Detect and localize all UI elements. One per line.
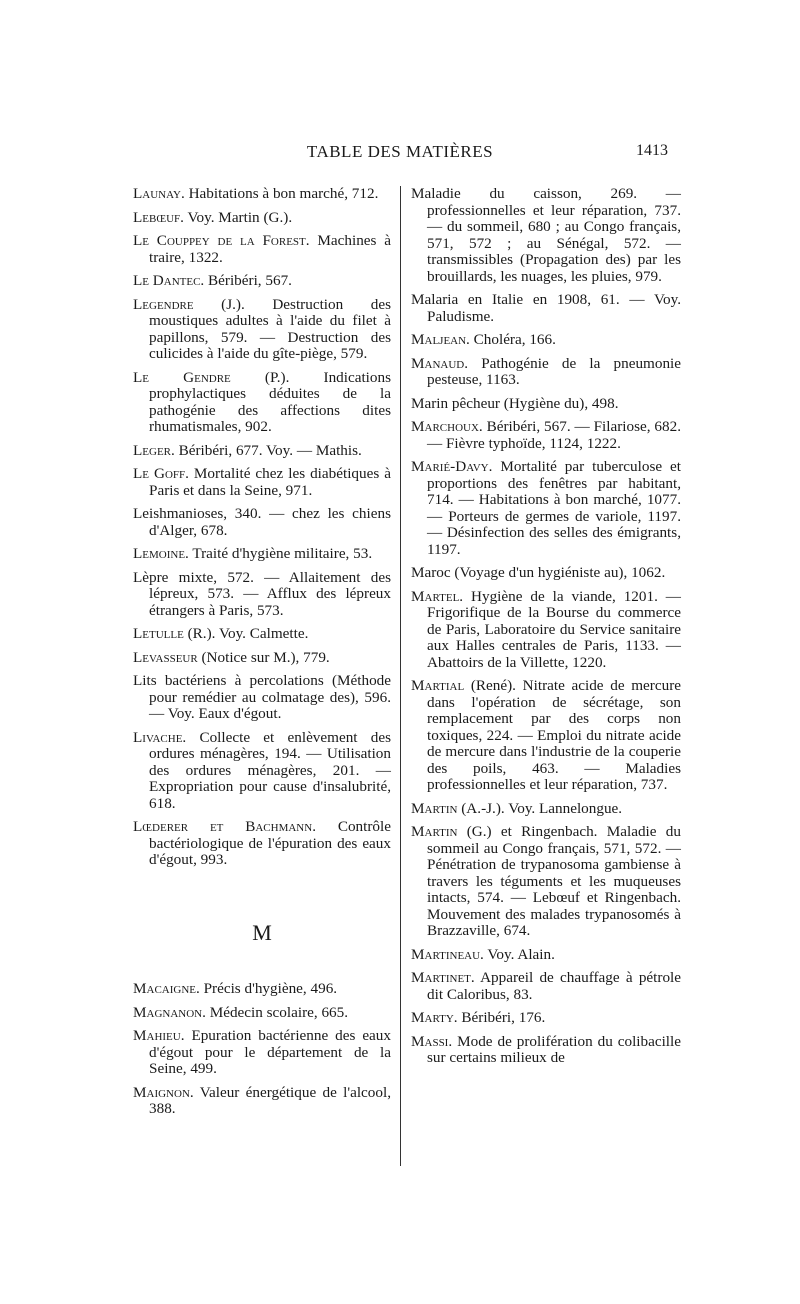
entry-text: Machines à traire, 1322. [149, 232, 391, 266]
entry-author: Manaud. [411, 354, 469, 372]
index-entry [133, 443, 391, 460]
index-entry [133, 570, 391, 620]
index-entry [411, 396, 681, 413]
entry-author: Mahieu. [133, 1027, 185, 1044]
entry-author: Macaigne. [133, 980, 200, 997]
index-entry [133, 1085, 391, 1118]
entry-author: Levasseur [133, 648, 198, 666]
entry-text: Contrôle bactériologique de l'épuration des eaux d'égout, 993. [149, 818, 391, 868]
index-entry [411, 1034, 681, 1067]
entry-author: Lœderer et Bachmann. [133, 818, 316, 835]
entry-author: Martel. [411, 587, 464, 605]
index-entry [133, 273, 391, 290]
entry-text: Mortalité chez les diabétiques à Paris et dans la Seine, 971. [149, 465, 391, 499]
entry-author: Maignon. [133, 1083, 194, 1101]
entry-text: Béribéri, 567. — Filariose, 682. — Fièvre typhoïde, 1124, 1222. [427, 418, 681, 452]
entry-text: Lèpre mixte, 572. — Allaitement des lépreux, 573. — Afflux des lépreux étrangers à Paris, 573. [133, 568, 391, 619]
entry-text: Destruction des moustiques adultes à l'aide du filet à papillons, 579. — Destruction des culicides à l'aide du gîte-piège, 579. [149, 295, 391, 362]
entry-text: Appareil de chauffage à pétrole dit Caloribus, 83. [427, 969, 681, 1003]
entry-author: Letulle (R.). [133, 625, 216, 642]
index-entry [411, 1010, 681, 1027]
entry-author: Martin [411, 799, 458, 817]
entry-text: Valeur énergétique de l'alcool, 388. [149, 1083, 391, 1117]
index-entry [411, 419, 681, 452]
entry-author: Martineau. [411, 945, 484, 963]
right-column [411, 186, 681, 1074]
index-entry [411, 332, 681, 349]
index-entry [411, 947, 681, 964]
entry-author: Marchoux. [411, 418, 483, 435]
index-entry [411, 589, 681, 672]
entry-author: Massi. [411, 1032, 453, 1050]
entry-text: Leishmanioses, 340. — chez les chiens d'Alger, 678. [133, 505, 391, 539]
page-title: TABLE DES MATIÈRES [306, 142, 494, 161]
entry-text: Béribéri, 567. [204, 272, 292, 289]
section-letter: M [252, 919, 272, 945]
index-entry [133, 673, 391, 723]
entry-author: Martin [411, 823, 458, 840]
index-entry [133, 626, 391, 643]
entry-text: Choléra, 166. [469, 331, 556, 348]
entry-author: Le Gendre (P.). [133, 368, 290, 386]
entry-author: Martinet. [411, 969, 475, 986]
entry-text: (René). Nitrate acide de mercure dans l'opération de sécrétage, son remplacement par des corps non toxiques, 224. — Emploi du nitrate acide de mercure dans l'industrie de la couperie des poils, 463. — Maladies professionnelles et leur réparation, 737. [427, 677, 681, 793]
entry-text: (Notice sur M.), 779. [197, 648, 330, 666]
entry-text: Epuration bactérienne des eaux d'égout pour le département de la Seine, 499. [149, 1027, 391, 1077]
entry-text: Collecte et enlèvement des ordures ménagères, 194. — Utilisation des ordures ménagères, 201. — Expropriation pour cause d'insalubrité, 618. [149, 728, 391, 812]
entry-text: Traité d'hygiène militaire, 53. [188, 545, 373, 562]
index-entry [411, 824, 681, 940]
index-entry [411, 565, 681, 582]
entry-text: Béribéri, 176. [457, 1009, 546, 1026]
entry-author: Launay. [133, 185, 185, 202]
entry-author: Martial [411, 677, 465, 694]
index-entry [133, 730, 391, 813]
index-entry [133, 210, 391, 227]
entry-author: Le Dantec. [133, 272, 205, 289]
index-entry [411, 459, 681, 558]
entry-text: Hygiène de la viande, 1201. — Frigorifique de la Bourse du commerce de Paris, Laboratoire du Service sanitaire aux Halles centrales de Paris, 1133. — Abattoirs de la Villette, 1220. [427, 587, 681, 671]
index-entry [133, 981, 391, 998]
entry-text: Béribéri, 677. Voy. — Mathis. [174, 441, 362, 459]
entry-author: Magnanon. [133, 1003, 206, 1021]
entry-author: Legendre (J.). [133, 295, 245, 313]
entry-text: Précis d'hygiène, 496. [199, 980, 338, 997]
index-entry [411, 356, 681, 389]
entry-text: Pathogénie de la pneumonie pesteuse, 1163. [427, 354, 681, 388]
index-entry [411, 970, 681, 1003]
page-header [0, 142, 800, 166]
entry-text: (G.) et Ringenbach. Maladie du sommeil au Congo français, 571, 572. — Pénétration de trypanosoma gambiense à travers les téguments et les muqueuses intacts, 574. — Lebœuf et Ringenbach. Mouvement des malades trypanosomés à Brazzaville, 674. [427, 823, 681, 939]
index-entry [133, 819, 391, 869]
index-entry [133, 466, 391, 499]
index-entry [411, 801, 681, 818]
entry-author: Marié-Davy. [411, 458, 493, 475]
index-entry [133, 297, 391, 363]
entry-author: Le Couppey de la Forest. [133, 232, 310, 249]
entry-text: Voy. Calmette. [215, 625, 309, 642]
column-divider [400, 186, 401, 1166]
index-entry [133, 546, 391, 563]
index-entry [411, 292, 681, 325]
index-entry [133, 186, 391, 203]
left-entries-list [133, 186, 391, 869]
entry-text: Malaria en Italie en 1908, 61. — Voy. Paludisme. [411, 291, 681, 325]
entry-text: Indications prophylactiques déduites de la pathogénie des affections dites rhumatismales, 902. [149, 368, 391, 435]
entry-author: Maljean. [411, 331, 470, 348]
entry-text: Mortalité par tuberculose et proportions des fenêtres par habitant, 714. — Habitations à bon marché, 1077. — Porteurs de germes de variole, 1197. — Désinfection des selles des émigrants, 1197. [427, 458, 681, 558]
entry-text: Maroc (Voyage d'un hygiéniste au), 1062. [411, 564, 666, 581]
entry-author: Marty. [411, 1009, 458, 1026]
index-entry [133, 1005, 391, 1022]
left-column [133, 186, 391, 1125]
entry-text: Maladie du caisson, 269. — professionnelles et leur réparation, 737. — du sommeil, 680 ; au Congo français, 571, 572 ; au Sénégal, 572. — transmissibles (Propagation des) par les brouillards, les nuages, les pluies, 979. [411, 185, 681, 285]
entry-author: Lemoine. [133, 545, 189, 562]
index-entry [133, 233, 391, 266]
index-entry [133, 1028, 391, 1078]
entry-text: Marin pêcheur (Hygiène du), 498. [411, 394, 619, 412]
entry-author: Livache. [133, 728, 187, 746]
page-number: 1413 [636, 142, 668, 159]
entry-text: Voy. Martin (G.). [183, 208, 293, 226]
entry-author: Le Goff. [133, 465, 189, 482]
entry-text: Mode de prolifération du colibacille sur certains milieux de [427, 1032, 681, 1066]
left-m-entries-list [133, 981, 391, 1118]
index-entry [133, 506, 391, 539]
entry-text: Médecin scolaire, 665. [205, 1003, 349, 1021]
entry-text: Lits bactériens à percolations (Méthode pour remédier au colmatage des), 596. — Voy. Eaux d'égout. [133, 672, 391, 722]
index-entry [411, 186, 681, 285]
entry-author: Leger. [133, 441, 175, 459]
index-entry [411, 678, 681, 794]
right-entries-list [411, 186, 681, 1067]
index-entry [133, 370, 391, 436]
entry-author: Lebœuf. [133, 208, 184, 226]
entry-text: Voy. Alain. [483, 945, 555, 963]
entry-text: (A.-J.). Voy. Lannelongue. [457, 799, 623, 817]
index-entry [133, 650, 391, 667]
entry-text: Habitations à bon marché, 712. [184, 185, 379, 202]
